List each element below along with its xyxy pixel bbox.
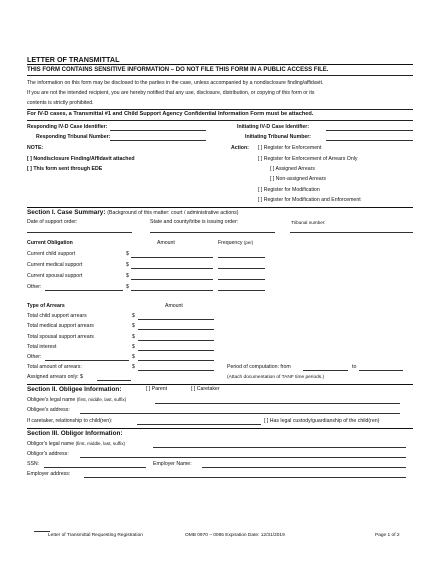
caretaker-relationship-field[interactable] <box>137 424 261 425</box>
banner-rule <box>27 75 413 76</box>
ssn-label: SSN: <box>27 461 40 467</box>
tribunal-number-field[interactable] <box>290 232 413 233</box>
child-arrears-amount-field[interactable] <box>138 319 214 320</box>
child-support-frequency-field[interactable] <box>218 257 265 258</box>
obligor-address-label: Obligor's address: <box>27 451 69 457</box>
arrears-amount-heading: Amount <box>165 303 183 309</box>
other-arrears-amount-field[interactable] <box>138 360 214 361</box>
frequency-note: (per) <box>243 240 254 245</box>
other-obligation-currency: $ <box>126 284 129 290</box>
section3-rule <box>27 428 413 429</box>
assigned-arrears-field[interactable] <box>97 380 131 381</box>
child-support-currency: $ <box>126 251 129 257</box>
non-assigned-arrears-checkbox[interactable]: [ ] Non-assigned Arrears <box>270 176 326 182</box>
initiating-case-id-label: Initiating IV-D Case Identifier: <box>237 124 310 130</box>
section3-heading: Section III. Obligor Information: <box>27 430 123 437</box>
notice-line-3: contents is strictly prohibited. <box>27 100 94 106</box>
caretaker-relationship-label: If caretaker, relationship to child(ren): <box>27 418 113 424</box>
medical-support-label: Current medical support <box>27 262 83 268</box>
obligee-address-field[interactable] <box>80 413 400 414</box>
interest-amount-field[interactable] <box>138 350 214 351</box>
issuing-state-label: State and county/tribe is issuing order: <box>150 219 239 225</box>
other-obligation-label: Other: <box>27 284 42 290</box>
spousal-support-currency: $ <box>126 273 129 279</box>
assigned-arrears-label: Assigned arrears only: $ <box>27 374 83 380</box>
child-arrears-currency: $ <box>132 313 135 319</box>
frequency-label: Frequency <box>218 240 243 246</box>
employer-name-field[interactable] <box>202 467 406 468</box>
assigned-arrears-checkbox[interactable]: [ ] Assigned Arrears <box>270 166 315 172</box>
total-arrears-label: Total amount of arrears: <box>27 364 82 370</box>
section1-heading-note: (Background of this matter: court / administrative actions) <box>107 210 239 216</box>
ivd-rule <box>27 120 413 121</box>
register-arrears-only-checkbox[interactable]: [ ] Register for Enforcement of Arrears Only <box>258 156 358 162</box>
footer-omb: OMB 0970 – 0085 Expiration Date: 12/31/2019 <box>185 533 285 538</box>
obligation-amount-heading: Amount <box>157 240 175 246</box>
period-to-label: to <box>352 364 357 370</box>
medical-support-amount-field[interactable] <box>131 268 213 269</box>
section2-heading: Section II. Obligee Information: <box>27 386 122 393</box>
period-from-field[interactable] <box>303 370 348 371</box>
register-modification-checkbox[interactable]: [ ] Register for Modification <box>258 187 320 193</box>
other-arrears-name-field[interactable] <box>45 360 129 361</box>
obligor-address-field[interactable] <box>80 457 406 458</box>
medical-support-currency: $ <box>126 262 129 268</box>
section1-heading: Section I. Case Summary: <box>27 209 106 216</box>
obligor-name-label: Obligor's legal name <box>27 441 75 447</box>
note-label: NOTE: <box>27 145 44 151</box>
other-obligation-amount-field[interactable] <box>131 290 213 291</box>
tanf-note: (Attach documentation of TANF time periods.) <box>227 375 325 380</box>
spousal-arrears-currency: $ <box>132 334 135 340</box>
obligee-address-label: Obligee's address: <box>27 407 70 413</box>
support-order-date-label: Date of support order: <box>27 219 78 225</box>
notice-line-1: The information on this form may be disclosed to the parties in the case, unless accompanied by a nondisclosure finding/affidavit. <box>27 80 324 86</box>
interest-label: Total interest <box>27 344 57 350</box>
responding-case-id-label: Responding IV-D Case Identifier: <box>27 124 108 130</box>
section1-rule <box>27 207 413 208</box>
responding-tribunal-field[interactable] <box>110 140 206 141</box>
footer-form-title: Letter of Transmittal Requesting Registration <box>48 533 143 538</box>
employer-address-field[interactable] <box>84 477 406 478</box>
initiating-tribunal-field[interactable] <box>326 140 413 141</box>
initiating-case-id-field[interactable] <box>326 130 413 131</box>
register-modification-enforcement-checkbox[interactable]: [ ] Register for Modification and Enforcement <box>258 197 361 203</box>
ivd-notice: For IV-D cases, a Transmittal #1 and Child Support Agency Confidential Information Form must be attached. <box>27 111 314 117</box>
obligee-name-row <box>27 397 126 403</box>
obligor-name-row <box>27 441 125 447</box>
legal-custody-checkbox[interactable]: [ ] Has legal custody/guardianship of the child(ren) <box>264 418 380 424</box>
caretaker-checkbox[interactable]: [ ] Caretaker <box>191 386 220 392</box>
medical-arrears-amount-field[interactable] <box>138 329 214 330</box>
footer-rule <box>34 531 50 532</box>
total-arrears-currency: $ <box>132 364 135 370</box>
responding-case-id-field[interactable] <box>110 130 206 131</box>
obligee-name-note: (first, middle, last, suffix) <box>76 397 127 402</box>
title-rule <box>27 64 413 65</box>
nondisclosure-checkbox[interactable]: [ ] Nondisclosure Finding/Affidavit attached <box>27 156 135 162</box>
child-arrears-label: Total child support arrears <box>27 313 87 319</box>
spousal-support-label: Current spousal support <box>27 273 83 279</box>
employer-address-label: Employer address: <box>27 471 71 477</box>
frequency-heading <box>218 240 253 246</box>
section1-heading-row <box>27 209 238 217</box>
responding-tribunal-label: Responding Tribunal Number: <box>36 134 111 140</box>
notice-rule <box>27 109 413 110</box>
arrears-heading: Type of Arrears <box>27 303 65 309</box>
notice-line-2: If you are not the intended recipient, you are hereby notified that any use, disclosure, distribution, or copying of this form or its <box>27 90 315 96</box>
initiating-tribunal-label: Initiating Tribunal Number: <box>245 134 311 140</box>
period-from-label: Period of computation: from <box>227 364 291 370</box>
spousal-arrears-label: Total spousal support arrears <box>27 334 94 340</box>
child-support-label: Current child support <box>27 251 76 257</box>
parent-checkbox[interactable]: [ ] Parent <box>146 386 168 392</box>
register-enforcement-checkbox[interactable]: [ ] Register for Enforcement <box>258 145 322 151</box>
issuing-state-field[interactable] <box>150 232 275 233</box>
obligor-name-field[interactable] <box>153 447 406 448</box>
period-to-field[interactable] <box>359 370 403 371</box>
obligee-name-label: Obligee's legal name <box>27 397 76 403</box>
other-obligation-frequency-field[interactable] <box>218 290 265 291</box>
other-arrears-label: Other: <box>27 354 42 360</box>
medical-arrears-label: Total medical support arrears <box>27 323 94 329</box>
total-arrears-amount-field[interactable] <box>138 370 214 371</box>
child-support-amount-field[interactable] <box>131 257 213 258</box>
section2-rule <box>27 384 413 385</box>
ssn-field[interactable] <box>44 467 146 468</box>
medical-support-frequency-field[interactable] <box>218 268 265 269</box>
current-obligation-heading: Current Obligation <box>27 240 73 246</box>
spousal-support-amount-field[interactable] <box>131 279 213 280</box>
obligor-name-note: (first, middle, last, suffix) <box>75 441 126 446</box>
footer-page-number: Page 1 of 2 <box>375 533 400 538</box>
spousal-arrears-amount-field[interactable] <box>138 340 214 341</box>
support-order-date-field[interactable] <box>27 232 132 233</box>
obligee-name-field[interactable] <box>155 403 400 404</box>
interest-currency: $ <box>132 344 135 350</box>
other-obligation-name-field[interactable] <box>45 290 123 291</box>
employer-name-label: Employer Name: <box>153 461 192 467</box>
action-label: Action: <box>231 145 249 151</box>
sensitive-banner: THIS FORM CONTAINS SENSITIVE INFORMATION – DO NOT FILE THIS FORM IN A PUBLIC ACCESS FILE. <box>27 66 329 73</box>
other-arrears-currency: $ <box>132 354 135 360</box>
form-title: LETTER OF TRANSMITTAL <box>27 55 120 64</box>
ede-checkbox[interactable]: [ ] This form sent through EDE <box>27 166 103 172</box>
medical-arrears-currency: $ <box>132 323 135 329</box>
tribunal-number-label: Tribunal number: <box>291 219 326 225</box>
spousal-support-frequency-field[interactable] <box>218 279 265 280</box>
